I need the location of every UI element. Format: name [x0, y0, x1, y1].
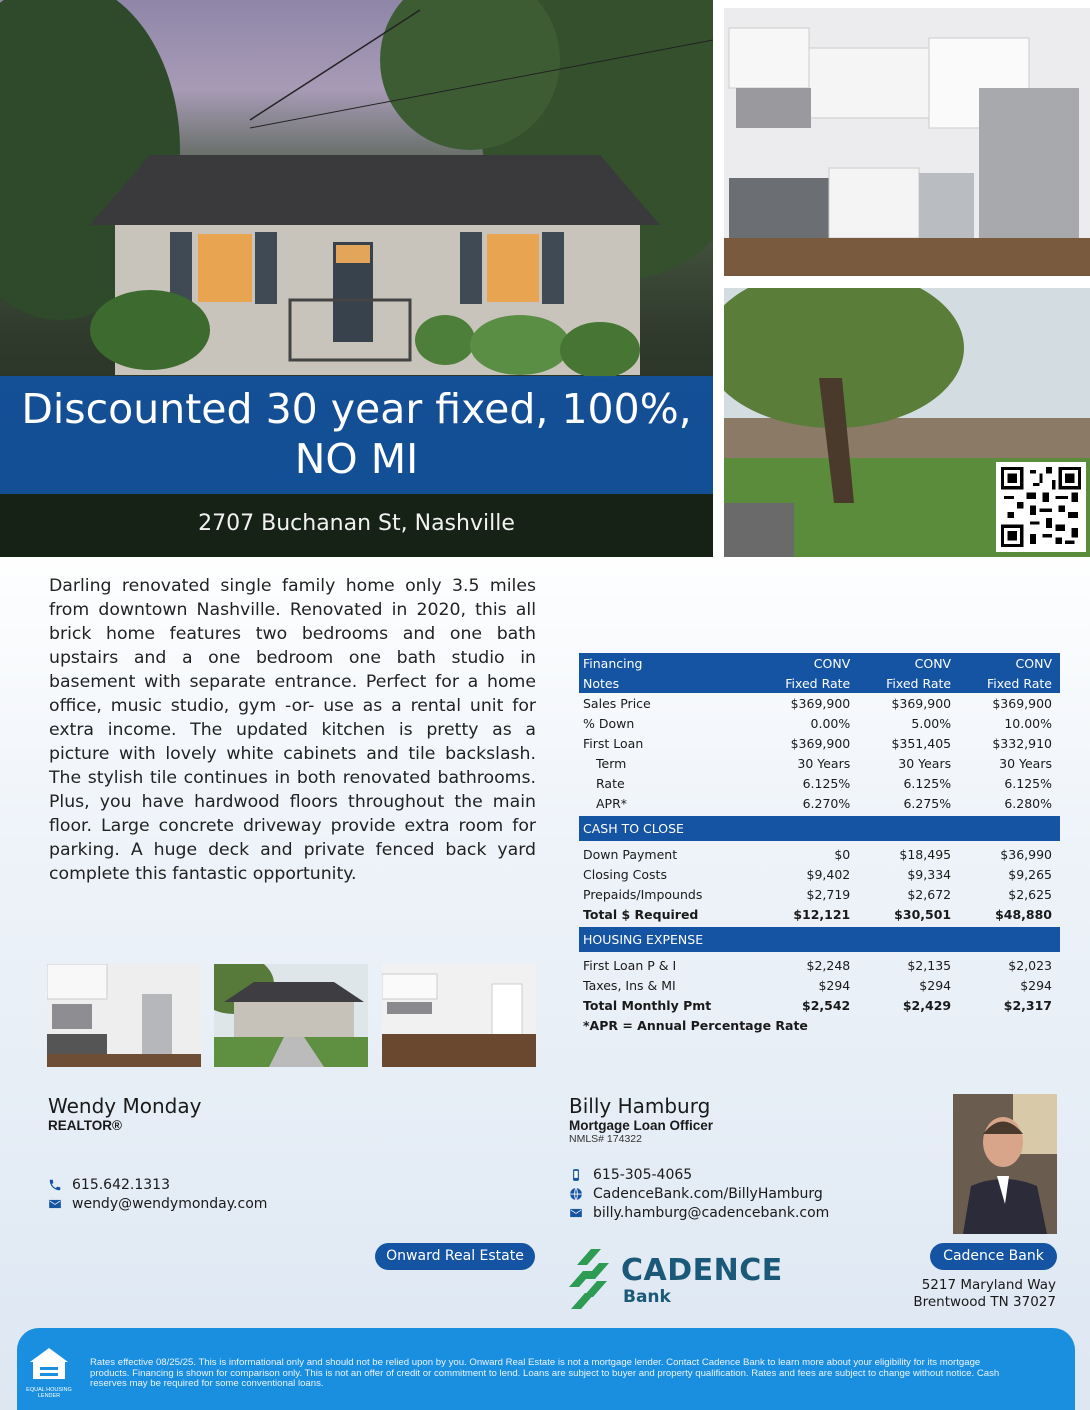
row-value: $294: [818, 977, 851, 993]
row-label: First Loan: [583, 735, 644, 751]
row-value: 6.125%: [903, 775, 952, 791]
headline-banner: [0, 376, 713, 494]
qr-code[interactable]: [996, 462, 1086, 552]
mail-icon: [569, 1206, 583, 1220]
lender-block: [569, 1094, 713, 1145]
row-value: $332,910: [992, 735, 1052, 751]
headline-line-2: NO MI: [294, 435, 419, 483]
row-value: $48,880: [995, 906, 1052, 922]
row-value: $369,900: [790, 695, 851, 711]
row-value: $0: [834, 846, 851, 862]
realtor-email[interactable]: [48, 1194, 267, 1213]
mobile-phone-icon: [569, 1168, 583, 1182]
row-label: Down Payment: [583, 846, 678, 862]
table-row: [579, 733, 1060, 753]
row-value: $2,023: [1008, 957, 1052, 973]
row-value: 0.00%: [810, 715, 851, 731]
row-value: 6.125%: [1004, 775, 1052, 791]
table-row: [579, 773, 1060, 793]
row-label: Sales Price: [583, 695, 651, 711]
lender-headshot: [953, 1094, 1057, 1234]
row-value: $12,121: [793, 906, 851, 922]
row-value: $2,317: [1003, 997, 1052, 1013]
row-value: 6.275%: [903, 795, 952, 811]
realtor-block: [48, 1094, 201, 1133]
table-row: [579, 995, 1060, 1015]
row-label: First Loan P & I: [583, 957, 677, 973]
lender-nmls: NMLS# 174322: [569, 1133, 642, 1145]
realtor-phone-text: 615.642.1313: [72, 1176, 170, 1193]
row-label: Total Monthly Pmt: [583, 997, 712, 1013]
row-value: $2,542: [802, 997, 851, 1013]
row-value: 30 Years: [797, 755, 851, 771]
section-label: CASH TO CLOSE: [579, 816, 1060, 841]
row-label: Closing Costs: [583, 866, 667, 882]
bank-address-line-1: 5217 Maryland Way: [921, 1277, 1056, 1293]
thumbnail-house-front: [214, 964, 368, 1067]
cadence-bank-button[interactable]: Cadence Bank: [930, 1243, 1057, 1270]
cadence-mark-icon: [569, 1249, 613, 1311]
row-value: $36,990: [1000, 846, 1052, 862]
table-row: [579, 713, 1060, 733]
equal-housing-lender-icon: [26, 1346, 72, 1399]
header-label: Financing: [579, 653, 757, 673]
header-label: Notes: [579, 673, 757, 693]
row-value: 30 Years: [898, 755, 952, 771]
row-value: $18,495: [899, 846, 952, 862]
lender-contacts: [569, 1165, 829, 1222]
header-cell: CONV: [757, 653, 858, 673]
table-row: [579, 753, 1060, 773]
row-value: $2,625: [1008, 886, 1052, 902]
lender-phone-text: 615-305-4065: [593, 1166, 693, 1183]
row-value: $2,135: [907, 957, 952, 973]
row-value: $351,405: [891, 735, 952, 751]
lender-phone[interactable]: [569, 1165, 829, 1184]
header-cell: Fixed Rate: [858, 673, 959, 693]
header-cell: Fixed Rate: [757, 673, 858, 693]
row-value: $294: [1020, 977, 1052, 993]
kitchen-photo: [724, 8, 1090, 276]
row-value: $2,672: [907, 886, 952, 902]
row-label: Taxes, Ins & MI: [583, 977, 676, 993]
lender-title: Mortgage Loan Officer: [569, 1118, 714, 1133]
row-value: 30 Years: [999, 755, 1052, 771]
table-row: [579, 844, 1060, 864]
bank-address-line-2: Brentwood TN 37027: [913, 1294, 1056, 1310]
apr-note-row: [579, 1015, 1060, 1035]
realtor-email-text: wendy@wendymonday.com: [72, 1195, 268, 1212]
row-label: % Down: [583, 715, 635, 731]
lender-email-text: billy.hamburg@cadencebank.com: [593, 1204, 830, 1221]
table-row: [579, 884, 1060, 904]
row-value: $369,900: [992, 695, 1052, 711]
financing-table: [579, 653, 1060, 1035]
cadence-logo-sub: Bank: [623, 1287, 671, 1307]
row-value: $369,900: [891, 695, 952, 711]
lender-email[interactable]: [569, 1203, 829, 1222]
onward-real-estate-button[interactable]: Onward Real Estate: [375, 1243, 535, 1270]
lender-website-text: CadenceBank.com/BillyHamburg: [593, 1185, 823, 1202]
table-row: [579, 864, 1060, 884]
row-label: Term: [596, 755, 627, 771]
row-label: Total $ Required: [583, 906, 699, 922]
header-cell: CONV: [858, 653, 959, 673]
table-row: [579, 955, 1060, 975]
property-address: 2707 Buchanan St, Nashville: [0, 494, 713, 557]
row-value: $2,429: [902, 997, 952, 1013]
bank-address: [913, 1277, 1056, 1311]
section-label: HOUSING EXPENSE: [579, 927, 1060, 952]
row-value: $369,900: [790, 735, 851, 751]
row-value: 6.270%: [802, 795, 851, 811]
row-value: $30,501: [894, 906, 952, 922]
table-header-financing: [579, 653, 1060, 673]
table-row: [579, 904, 1060, 924]
thumbnail-kitchen-2: [382, 964, 536, 1067]
row-value: $2,248: [806, 957, 851, 973]
header-cell: CONV: [959, 653, 1060, 673]
row-value: $9,265: [1008, 866, 1052, 882]
row-value: $9,402: [806, 866, 851, 882]
property-description: Darling renovated single family home only 3.5 miles from downtown Nashville. Renovated in 2020, this all brick home features two bedrooms and one bath upstairs and a one bedroom one bath studio in basement with separate entrance. Perfect for a home office, music studio, gym -or- use as a rental unit for extra income. The updated kitchen is pretty as a picture with lovely white cabinets and tile backslash. The stylish tile continues in both renovated bathrooms. Plus, you have hardwood floors throughout the main floor. Large concrete driveway provide extra room for parking. A huge deck and private fenced back yard complete this fantastic opportunity.: [49, 576, 536, 884]
realtor-title: REALTOR®: [48, 1118, 122, 1133]
row-value: 6.280%: [1004, 795, 1052, 811]
lender-name: Billy Hamburg: [569, 1094, 711, 1118]
eho-text: EQUAL HOUSING LENDER: [26, 1387, 72, 1399]
row-value: 10.00%: [1004, 715, 1052, 731]
section-housing-expense: [579, 927, 1060, 952]
table-row: [579, 975, 1060, 995]
realtor-name: Wendy Monday: [48, 1094, 202, 1118]
row-value: $2,719: [806, 886, 851, 902]
row-value: 5.00%: [911, 715, 952, 731]
headline-line-1: Discounted 30 year fixed, 100%,: [21, 385, 692, 433]
row-label: Rate: [596, 775, 625, 791]
row-label: Prepaids/Impounds: [583, 886, 703, 902]
phone-icon: [48, 1178, 62, 1192]
thumbnail-kitchen-1: [47, 964, 201, 1067]
table-row: [579, 793, 1060, 813]
realtor-phone[interactable]: [48, 1175, 267, 1194]
table-header-notes: [579, 673, 1060, 693]
realtor-contacts: [48, 1175, 267, 1213]
row-label: APR*: [596, 795, 628, 811]
table-row: [579, 693, 1060, 713]
lender-website[interactable]: [569, 1184, 829, 1203]
row-value: $294: [919, 977, 952, 993]
section-cash-to-close: [579, 816, 1060, 841]
row-value: 6.125%: [802, 775, 851, 791]
cadence-logo-word: CADENCE: [621, 1253, 783, 1288]
mail-icon: [48, 1197, 62, 1211]
header-cell: Fixed Rate: [959, 673, 1060, 693]
apr-note: *APR = Annual Percentage Rate: [583, 1017, 808, 1033]
row-value: $9,334: [907, 866, 952, 882]
disclaimer-text: Rates effective 08/25/25. This is informational only and should not be relied upon by you. Onward Real Estate is not a mortgage lender. Contact Cadence Bank to learn more about your eligibility for its mortgage products. Financing is shown for comparison only. This is not an offer of credit or commitment to lend. Loans are subject to buyer and property qualification. Rates and fees are subject to change without notice. Cash reserves may be required for some conventional loans.: [90, 1357, 1000, 1389]
cadence-bank-logo: [569, 1247, 783, 1313]
globe-icon: [569, 1187, 583, 1201]
